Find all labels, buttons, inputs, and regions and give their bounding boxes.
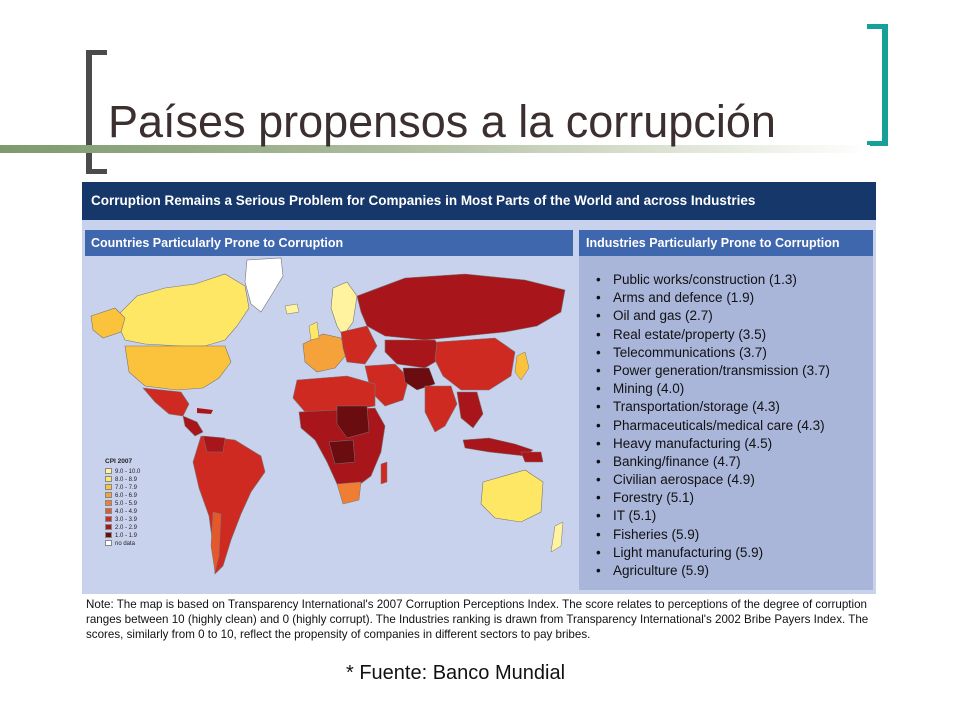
- industry-label: Heavy manufacturing (4.5): [613, 435, 773, 451]
- industry-label: Light manufacturing (5.9): [613, 544, 764, 560]
- legend-label: 7.0 - 7.9: [115, 485, 138, 491]
- industry-item: [579, 435, 830, 453]
- industry-label: Fisheries (5.9): [613, 526, 700, 542]
- legend-title: CPI 2007: [105, 458, 133, 465]
- bullet-icon: •: [596, 399, 601, 415]
- industry-item: [579, 326, 830, 344]
- map-legend: [105, 458, 140, 548]
- industry-label: Telecommunications (3.7): [613, 344, 767, 360]
- bullet-icon: •: [596, 362, 601, 378]
- bullet-icon: •: [596, 490, 601, 506]
- legend-label: 6.0 - 6.9: [115, 493, 138, 499]
- legend-label: 2.0 - 2.9: [115, 525, 138, 531]
- legend-item: [105, 484, 140, 492]
- bullet-icon: •: [596, 308, 601, 324]
- bullet-icon: •: [596, 472, 601, 488]
- industry-label: Oil and gas (2.7): [613, 308, 713, 324]
- legend-item: [105, 468, 140, 476]
- legend-item: [105, 532, 140, 540]
- industries-panel-title: Industries Particularly Prone to Corruption: [579, 230, 873, 256]
- industry-label: Arms and defence (1.9): [613, 290, 755, 306]
- industry-item: [579, 289, 830, 307]
- industry-item: [579, 526, 830, 544]
- map-venezuela: [203, 436, 225, 452]
- legend-label: 5.0 - 5.9: [115, 501, 138, 507]
- legend-swatch: [105, 524, 112, 530]
- industry-label: Power generation/transmission (3.7): [613, 362, 830, 378]
- industry-label: Banking/finance (4.7): [613, 453, 741, 469]
- legend-swatch: [105, 540, 112, 546]
- legend-label: 1.0 - 1.9: [115, 533, 138, 539]
- figure-note: Note: The map is based on Transparency International's 2007 Corruption Perceptions Index. The score relates to perceptions of the degree of corruption ranges between 10 (highly clean) and 0 (highly corrupt). The Industries ranking is drawn from Transparency International's 2002 Bribe Payers Index. The scores, similarly from 0 to 10, reflect the propensity of companies in different sectors to pay bribes.: [86, 598, 869, 641]
- industries-panel: [579, 230, 873, 590]
- industry-label: Civilian aerospace (4.9): [613, 472, 755, 488]
- right-bracket-icon: [866, 24, 888, 146]
- legend-swatch: [105, 476, 112, 482]
- legend-swatch: [105, 516, 112, 522]
- bullet-icon: •: [596, 272, 601, 287]
- legend-item: [105, 492, 140, 500]
- bullet-icon: •: [596, 417, 601, 433]
- industry-item: [579, 507, 830, 525]
- bullet-icon: •: [596, 290, 601, 306]
- world-map: [85, 256, 573, 590]
- legend-swatch: [105, 532, 112, 538]
- industries-list: [579, 271, 830, 580]
- map-panel: [85, 230, 573, 590]
- industry-item: [579, 307, 830, 325]
- legend-swatch: [105, 484, 112, 490]
- industry-item: [579, 344, 830, 362]
- industry-label: Public works/construction (1.3): [613, 272, 797, 287]
- bullet-icon: •: [596, 381, 601, 397]
- legend-label: no data: [115, 541, 136, 547]
- industry-item: [579, 562, 830, 580]
- industry-item: [579, 380, 830, 398]
- industry-label: Real estate/property (3.5): [613, 326, 767, 342]
- legend-label: 8.0 - 8.9: [115, 477, 138, 483]
- bullet-icon: •: [596, 326, 601, 342]
- legend-swatch: [105, 468, 112, 474]
- industry-item: [579, 417, 830, 435]
- industry-item: [579, 453, 830, 471]
- industry-item: [579, 489, 830, 507]
- map-papua-new-guinea: [521, 452, 543, 462]
- legend-label: 9.0 - 10.0: [115, 469, 141, 475]
- legend-swatch: [105, 492, 112, 498]
- figure-panel: [82, 182, 876, 594]
- map-panel-title: Countries Particularly Prone to Corruption: [85, 230, 573, 256]
- industry-label: Forestry (5.1): [613, 490, 695, 506]
- industry-item: [579, 471, 830, 489]
- industry-item: [579, 362, 830, 380]
- legend-item: [105, 540, 140, 548]
- bullet-icon: •: [596, 563, 601, 578]
- industry-item: [579, 271, 830, 289]
- left-bracket-icon: [86, 50, 108, 174]
- legend-item: [105, 516, 140, 524]
- legend-item: [105, 508, 140, 516]
- legend-swatch: [105, 508, 112, 514]
- industry-item: [579, 544, 830, 562]
- legend-item: [105, 524, 140, 532]
- legend-item: [105, 500, 140, 508]
- bullet-icon: •: [596, 435, 601, 451]
- bullet-icon: •: [596, 453, 601, 469]
- industry-label: Transportation/storage (4.3): [613, 399, 780, 415]
- map-madagascar: [381, 462, 387, 484]
- legend-label: 4.0 - 4.9: [115, 509, 138, 515]
- legend-swatch: [105, 500, 112, 506]
- industry-label: Agriculture (5.9): [613, 563, 710, 578]
- industry-label: IT (5.1): [613, 508, 657, 524]
- bullet-icon: •: [596, 508, 601, 524]
- industry-label: Pharmaceuticals/medical care (4.3): [613, 417, 825, 433]
- industry-label: Mining (4.0): [613, 381, 685, 397]
- industry-item: [579, 398, 830, 416]
- slide-title: Países propensos a la corrupción: [108, 96, 776, 147]
- legend-label: 3.0 - 3.9: [115, 517, 138, 523]
- legend-item: [105, 476, 140, 484]
- bullet-icon: •: [596, 344, 601, 360]
- map-iceland: [285, 304, 299, 314]
- bullet-icon: •: [596, 544, 601, 560]
- figure-header: Corruption Remains a Serious Problem for Companies in Most Parts of the World and across Industries: [82, 182, 876, 220]
- source-caption: * Fuente: Banco Mundial: [346, 662, 566, 684]
- bullet-icon: •: [596, 526, 601, 542]
